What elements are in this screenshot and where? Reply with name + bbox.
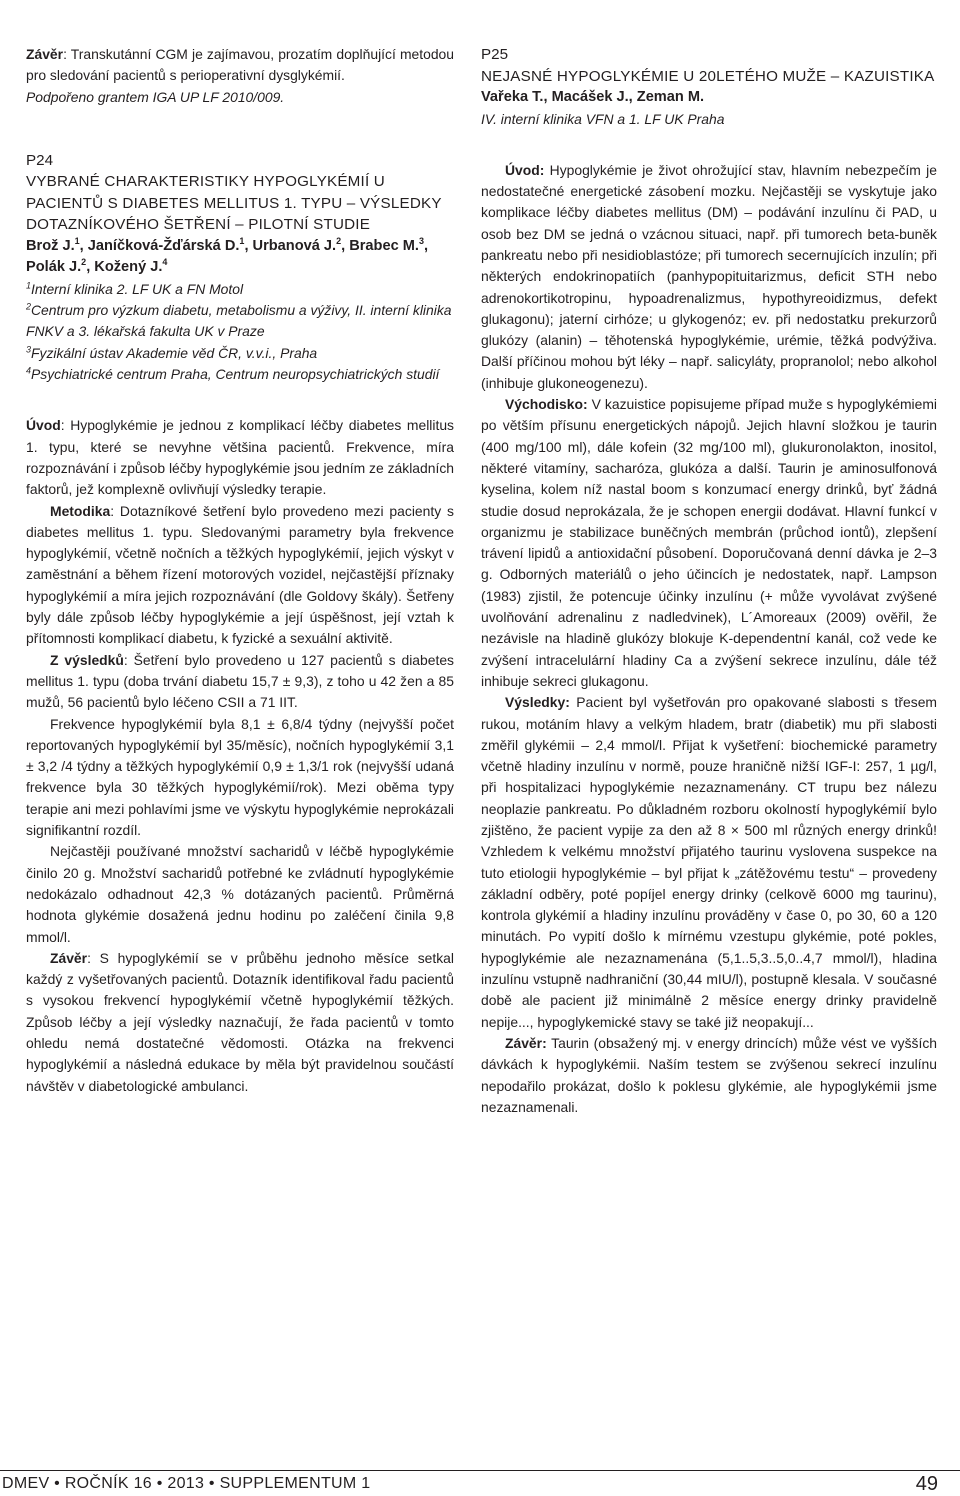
p24-title: VYBRANÉ CHARAKTERISTIKY HYPOGLYKÉMIÍ U PACIENTŮ S DIABETES MELLITUS 1. TYPU – VÝSLEDKY DOTAZNÍKOVÉHO ŠETŘENÍ – PILOTNÍ STUDIE (26, 173, 442, 234)
p24-carbohydrates: Nejčastěji používané množství sacharidů v léčbě hypoglykémie činilo 20 g. Množství sacharidů potřebné ke zvládnutí hypoglykémie nedokázalo odhadnout 42,3 % dotázaných pacientů. Průměrná hodnota glykémie dosažená jednu hodinu po zaléčení činila 9,8 mmol/l. (26, 843, 454, 945)
p25-intro-label: Úvod: (505, 161, 545, 178)
p24-authors: Brož J.$^1$, Janíčková-Žďárská D.$^1$, Urbanová J.$^2$, Brabec M.$^3$, Polák J.$^2$, Kožený J.$^4$ (26, 236, 429, 276)
p25-authors: Vařeka T., Macášek J., Zeman M. (481, 89, 705, 105)
p24-author: , Polák J. (26, 237, 429, 276)
p24-conclusion-label: Závěr (50, 949, 88, 966)
p24-results-label: Z výsledků (50, 651, 124, 668)
p24-affiliation: $^3$Fyzikální ústav Akademie věd ČR, v.v.i., Praha (26, 344, 318, 361)
p25-conclusion: Závěr: Taurin (obsažený mj. v energy drincích) může vést ve vyšších dávkách k hypoglykémii. Naším testem se zvýšenou sekrecí inzulínu nepodařilo prokázat, došlo k poklesu glykémie, ale hypoglykémii jsme nezaznamenali. (481, 1034, 937, 1115)
p25-title: NEJASNÉ HYPOGLYKÉMIE U 20LETÉHO MUŽE – KAZUISTIKA (481, 67, 935, 85)
p24-intro-label: Úvod (26, 417, 61, 434)
p24-author: , Urbanová J. (244, 237, 337, 254)
p24-affiliation: $^1$Interní klinika 2. LF UK a FN Motol (26, 280, 244, 297)
p24-frequency: Frekvence hypoglykémií byla 8,1 ± 6,8/4 týdny (nejvyšší počet reportovaných hypoglykémií byl 35/měsíc), nočních hypoglykémií 3,1 ± 3,2 /4 týdny a těžkých hypoglykémií 0,9 ± 1,3/1 rok (nejvyšší udaná frekvence byla 30 těžkých hypoglykémií/rok). Mezi oběma typy terapie ani mezi pohlavími jsme ve výskytu hypoglykémie neprokázali signifikantní rozdíl. (26, 715, 454, 839)
p24-author: , Kožený J. (86, 259, 163, 276)
p25-abstract-id: P25 (481, 46, 509, 63)
p24-results: Z výsledků: Šetření bylo provedeno u 127 pacientů s diabetes mellitus 1. typu (doba trvání diabetu 15,7 ± 9,3), z toho u 42 žen a 85 mužů, 56 pacientů bylo léčeno CSII a 71 IIT. (26, 651, 454, 711)
p24-author: Brož J. (26, 237, 75, 254)
p24-methods: Metodika: Dotazníkové šetření bylo provedeno mezi pacienty s diabetes mellitus 1. typu. Sledovanými parametry byla frekvence hypoglykémií, včetně nočních a těžkých hypoglykémií, jejich výskyt v zaměstnání a během řízení motorových vozidel, nejčastější příznaky hypoglykémií a míra jejich rozpoznávání (dle Goldovy škály). Šetřeny byly dále způsob léčby hypoglykémie a její úspěšnost, její vztah k přítomnosti komplikací diabetu, k fyzické a sexuální aktivitě. (26, 502, 454, 647)
p25-affiliation: IV. interní klinika VFN a 1. LF UK Praha (481, 110, 725, 127)
p25-conclusion-label: Závěr: (505, 1034, 547, 1051)
p24-intro: Úvod: Hypoglykémie je jednou z komplikací léčby diabetes mellitus 1. typu, které se nevyhne většina pacientů. Frekvence, míra rozpoznávání i způsob léčby hypoglykémie jsou jedním ze základních faktorů, jež komplexně ovlivňují výsledky terapie. (26, 417, 454, 498)
p25-background-label: Východisko: (505, 396, 588, 413)
p24-author: , Brabec M. (341, 237, 419, 254)
p25-results-label: Výsledky: (505, 694, 570, 711)
p24-author: , Janíčková-Žďárská D. (79, 237, 240, 254)
p23-grant-note: Podpořeno grantem IGA UP LF 2010/009. (26, 88, 285, 105)
right-column (481, 44, 937, 1118)
p23-conclusion (26, 44, 454, 87)
p23-conclusion-label: Závěr (26, 46, 64, 62)
p25-background: Východisko: V kazuistice popisujeme případ muže s hypoglykémiemi po větším přísunu energetických nápojů. Jejich hlavní složkou je taurin (400 mg/100 ml), dále kofein (32 mg/100 ml), glukuronolakton, inositol, některé vitamíny, sacharóza, glukóza a další. Taurin je aminosulfonová kyselina, kolem níž nastal boom s konzumací energy drinků, byť žádná studie dosud neprokázala, že je schopen energii dodávat. Hlavní funkcí v organizmu je stabilizace buněčných membrán (průchod iontů), zlepšení trávení lipidů a antioxidační působení. Doporučovaná denní dávka je 2–3 g. Odborných materiálů o jeho účincích je nedostatek, např. Lampson (1983) zjistil, že potencuje účinky inzulínu (+ může vyvolávat zvýšené uvolňování adrenalinu z nadledvinek), L´Amoreaux (2009) ověřil, že nezávisle na hladině glukózy blokuje K-dependentní kanál, což vede ke zvýšení intracelulární hladiny Ca a zvýšení sekrece inzulínu, dále též inhibuje sekreci glukagonu. (481, 396, 937, 689)
p23-conclusion-text: : Transkutánní CGM je zajímavou, prozatím doplňující metodou pro sledování pacientů s perioperativní dysglykémií. (26, 46, 454, 84)
page-footer (0, 1470, 960, 1496)
left-column (26, 44, 454, 1097)
p24-conclusion: Závěr: S hypoglykémií se v průběhu jednoho měsíce setkal každý z vyšetřovaných pacientů. Dotazník identifikoval řadu pacientů s vysokou frekvencí hypoglykémií včetně hypoglykémií těžkých. Způsob léčby a její výsledky naznačují, že řada pacientů v tomto ohledu nemá dostatečné vědomosti. Otázka na frekvenci hypoglykémií a následná edukace by měla být pravidelnou součástí návštěv v diabetologické ambulanci. (26, 949, 454, 1094)
p24-abstract-id: P24 (26, 151, 54, 169)
journal-reference: DMEV • ROČNÍK 16 • 2013 • SUPPLEMENTUM 1 (2, 1475, 371, 1492)
p25-intro: Úvod: Hypoglykémie je život ohrožující stav, hlavním nebezpečím je nedostatečné energetické zásobení mozku. Nejčastěji se vyskytuje jako komplikace léčby diabetes mellitus (DM) – podávání inzulínu či PAD, u osob bez DM se jedná o vzácnou situaci, např. při tumorech beta-buněk pankreatu nebo při nesidioblastóze; při tumorech secernujících inzulín; při některých endokrinopatiích (panhypopituitarizmus, deficit STH nebo adrenokortikotropinu, hypoadrenalizmus, hypothyreoidizmus, defekt glukagonu); jaterní cirhóze; u glykogenóz; ev. při nedostatku prekurzorů glukózy (alanin) – těhotenská hypoglykémie, urémie, těžká podvýživa. Další příčinou mohou být léky – např. salicyláty, propranolol; nebo alkohol (inhibuje glukoneogenezu). (481, 161, 937, 391)
p25-results: Výsledky: Pacient byl vyšetřován pro opakované slabosti s třesem rukou, motáním hlavy a velkým hladem, bratr (diabetik) mu při slabosti změřil glykémii – 2,4 mmol/l. Přijat k vyšetření: biochemické parametry včetně hladiny inzulínu v normě, pouze hraničně nižší IGF-I: 257, 1 µg/l, při hospitalizaci hypoglykémie nezaznamenány. CT trupu bez nálezu neoplazie pankreatu. Po důkladném rozboru okolností hypoglykémií bylo zjištěno, že pacient vypije za den až 8 × 500 ml různých energy drinků! Vzhledem k velkému množství přijatého taurinu vyslovena suspekce na tuto etiologii hypoglykémie – byl přijat k „zátěžovému testu“ – provedeny základní odběry, poté popíjel energy drinky (celkově 6000 mg taurinu), kontrola glykémií a hladiny inzulínu prováděny v čase 0, po 30, 60 a 120 minutách. Po vypití došlo k mírnému vzestupu glykémie, poté pokles, hypoglykémie ale nezaznamenána (5,1..5,3..5,0..4,7 mmol/l), hladina inzulínu vstupně nadhraniční (30,44 mIU/l), postupně klesala. V současné době ale pacient již minimálně 2 měsíce energy drinky pravidelně nepije..., hypoglykemické stavy se také již neopakují... (481, 694, 937, 1030)
p24-affiliation: $^2$Centrum pro výzkum diabetu, metabolismu a výživy, II. interní klinika FNKV a 3. lékařská fakulta UK v Praze (26, 301, 452, 340)
page-number: 49 (915, 1473, 938, 1495)
p24-methods-label: Metodika (50, 502, 111, 519)
p24-affiliation: $^4$Psychiatrické centrum Praha, Centrum neuropsychiatrických studií (26, 365, 440, 383)
